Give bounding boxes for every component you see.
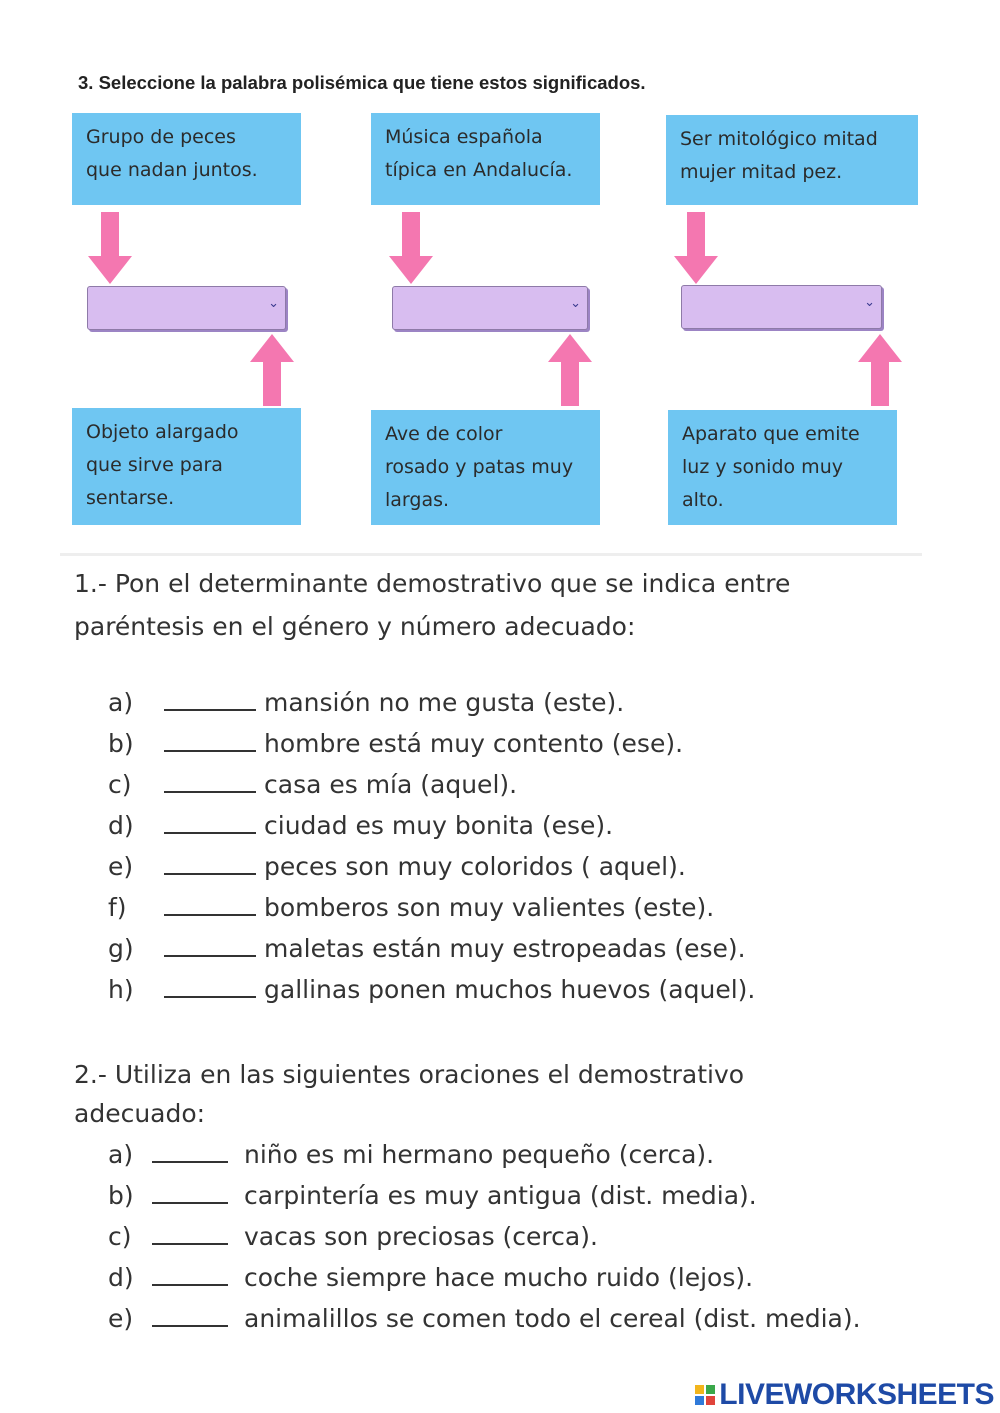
definition-line: mujer mitad pez. bbox=[680, 161, 843, 183]
answer-select-2[interactable] bbox=[392, 286, 588, 330]
definition-top-2 bbox=[371, 113, 600, 205]
item-label: e) bbox=[108, 852, 134, 881]
item-label: g) bbox=[108, 934, 134, 963]
definition-top-1 bbox=[72, 113, 301, 205]
definition-bottom-3 bbox=[668, 410, 897, 525]
answer-blank[interactable] bbox=[152, 1311, 228, 1327]
definition-line: que nadan juntos. bbox=[86, 159, 258, 181]
item-text: animalillos se comen todo el cereal (dist. media). bbox=[244, 1304, 861, 1333]
item-text: hombre está muy contento (ese). bbox=[264, 729, 684, 758]
exercise2-item-b bbox=[108, 1181, 757, 1210]
exercise2-item-a bbox=[108, 1140, 714, 1169]
exercise1-item-a bbox=[108, 688, 624, 717]
definition-line: luz y sonido muy bbox=[682, 456, 843, 478]
answer-blank[interactable] bbox=[164, 777, 256, 793]
answer-select-3[interactable] bbox=[681, 285, 882, 329]
item-label: c) bbox=[108, 770, 132, 799]
exercise1-item-h bbox=[108, 975, 755, 1004]
item-label: f) bbox=[108, 893, 127, 922]
item-text: maletas están muy estropeadas (ese). bbox=[264, 934, 746, 963]
definition-line: rosado y patas muy bbox=[385, 456, 574, 478]
definition-line: largas. bbox=[385, 489, 450, 511]
item-text: carpintería es muy antigua (dist. media). bbox=[244, 1181, 757, 1210]
item-label: b) bbox=[108, 729, 134, 758]
item-label: d) bbox=[108, 811, 134, 840]
item-text: mansión no me gusta (este). bbox=[264, 688, 625, 717]
answer-blank[interactable] bbox=[152, 1147, 228, 1163]
item-label: c) bbox=[108, 1222, 132, 1251]
definition-line: Ser mitológico mitad bbox=[680, 128, 878, 150]
definition-line: Música española bbox=[385, 126, 543, 148]
heading-line: 2.- Utiliza en las siguientes oraciones el demostrativo bbox=[74, 1060, 745, 1089]
arrow-up-icon bbox=[858, 334, 902, 406]
definition-line: Objeto alargado bbox=[86, 421, 239, 443]
answer-blank[interactable] bbox=[164, 818, 256, 834]
logo-icon bbox=[695, 1385, 715, 1405]
item-text: coche siempre hace mucho ruido (lejos). bbox=[244, 1263, 754, 1292]
definition-line: sentarse. bbox=[86, 487, 175, 509]
item-text: ciudad es muy bonita (ese). bbox=[264, 811, 614, 840]
exercise2-item-d bbox=[108, 1263, 753, 1292]
answer-blank[interactable] bbox=[152, 1270, 228, 1286]
arrow-down-icon bbox=[389, 212, 433, 284]
definition-line: Grupo de peces bbox=[86, 126, 236, 148]
arrow-up-icon bbox=[250, 334, 294, 406]
heading-line: adecuado: bbox=[74, 1099, 206, 1128]
exercise1-item-e bbox=[108, 852, 686, 881]
exercise1-heading bbox=[74, 562, 790, 648]
answer-blank[interactable] bbox=[164, 982, 256, 998]
definition-bottom-2 bbox=[371, 410, 600, 525]
arrow-down-icon bbox=[674, 212, 718, 284]
answer-select-1[interactable] bbox=[87, 286, 286, 330]
exercise1-item-g bbox=[108, 934, 746, 963]
answer-blank[interactable] bbox=[164, 695, 256, 711]
liveworksheets-logo bbox=[695, 1378, 994, 1412]
answer-blank[interactable] bbox=[152, 1188, 228, 1204]
exercise1-item-f bbox=[108, 893, 714, 922]
definition-top-3 bbox=[666, 115, 918, 205]
item-text: peces son muy coloridos ( aquel). bbox=[264, 852, 686, 881]
arrow-up-icon bbox=[548, 334, 592, 406]
item-label: b) bbox=[108, 1181, 134, 1210]
item-label: a) bbox=[108, 1140, 134, 1169]
item-label: e) bbox=[108, 1304, 134, 1333]
answer-blank[interactable] bbox=[152, 1229, 228, 1245]
item-label: h) bbox=[108, 975, 134, 1004]
item-text: bomberos son muy valientes (este). bbox=[264, 893, 715, 922]
arrow-down-icon bbox=[88, 212, 132, 284]
exercise2-heading bbox=[74, 1055, 744, 1133]
section3-title: 3. Seleccione la palabra polisémica que tiene estos significados. bbox=[78, 72, 646, 93]
answer-blank[interactable] bbox=[164, 900, 256, 916]
exercise2-item-e bbox=[108, 1304, 861, 1333]
chevron-down-icon: ⌄ bbox=[570, 296, 581, 311]
definition-line: Ave de color bbox=[385, 423, 503, 445]
item-text: gallinas ponen muchos huevos (aquel). bbox=[264, 975, 756, 1004]
item-text: vacas son preciosas (cerca). bbox=[244, 1222, 598, 1251]
answer-blank[interactable] bbox=[164, 736, 256, 752]
chevron-down-icon: ⌄ bbox=[864, 295, 875, 310]
item-label: a) bbox=[108, 688, 134, 717]
item-text: niño es mi hermano pequeño (cerca). bbox=[244, 1140, 715, 1169]
definition-line: que sirve para bbox=[86, 454, 223, 476]
definition-line: típica en Andalucía. bbox=[385, 159, 573, 181]
brand-name: LIVEWORKSHEETS bbox=[719, 1378, 994, 1411]
exercise1-item-c bbox=[108, 770, 517, 799]
item-label: d) bbox=[108, 1263, 134, 1292]
heading-line: paréntesis en el género y número adecuado: bbox=[74, 612, 636, 641]
heading-line: 1.- Pon el determinante demostrativo que se indica entre bbox=[74, 569, 791, 598]
definition-line: Aparato que emite bbox=[682, 423, 860, 445]
chevron-down-icon: ⌄ bbox=[268, 296, 279, 311]
exercise2-item-c bbox=[108, 1222, 598, 1251]
exercise1-item-b bbox=[108, 729, 683, 758]
definition-bottom-1 bbox=[72, 408, 301, 525]
answer-blank[interactable] bbox=[164, 941, 256, 957]
item-text: casa es mía (aquel). bbox=[264, 770, 518, 799]
definition-line: alto. bbox=[682, 489, 724, 511]
exercise1-item-d bbox=[108, 811, 613, 840]
answer-blank[interactable] bbox=[164, 859, 256, 875]
divider bbox=[60, 553, 922, 556]
